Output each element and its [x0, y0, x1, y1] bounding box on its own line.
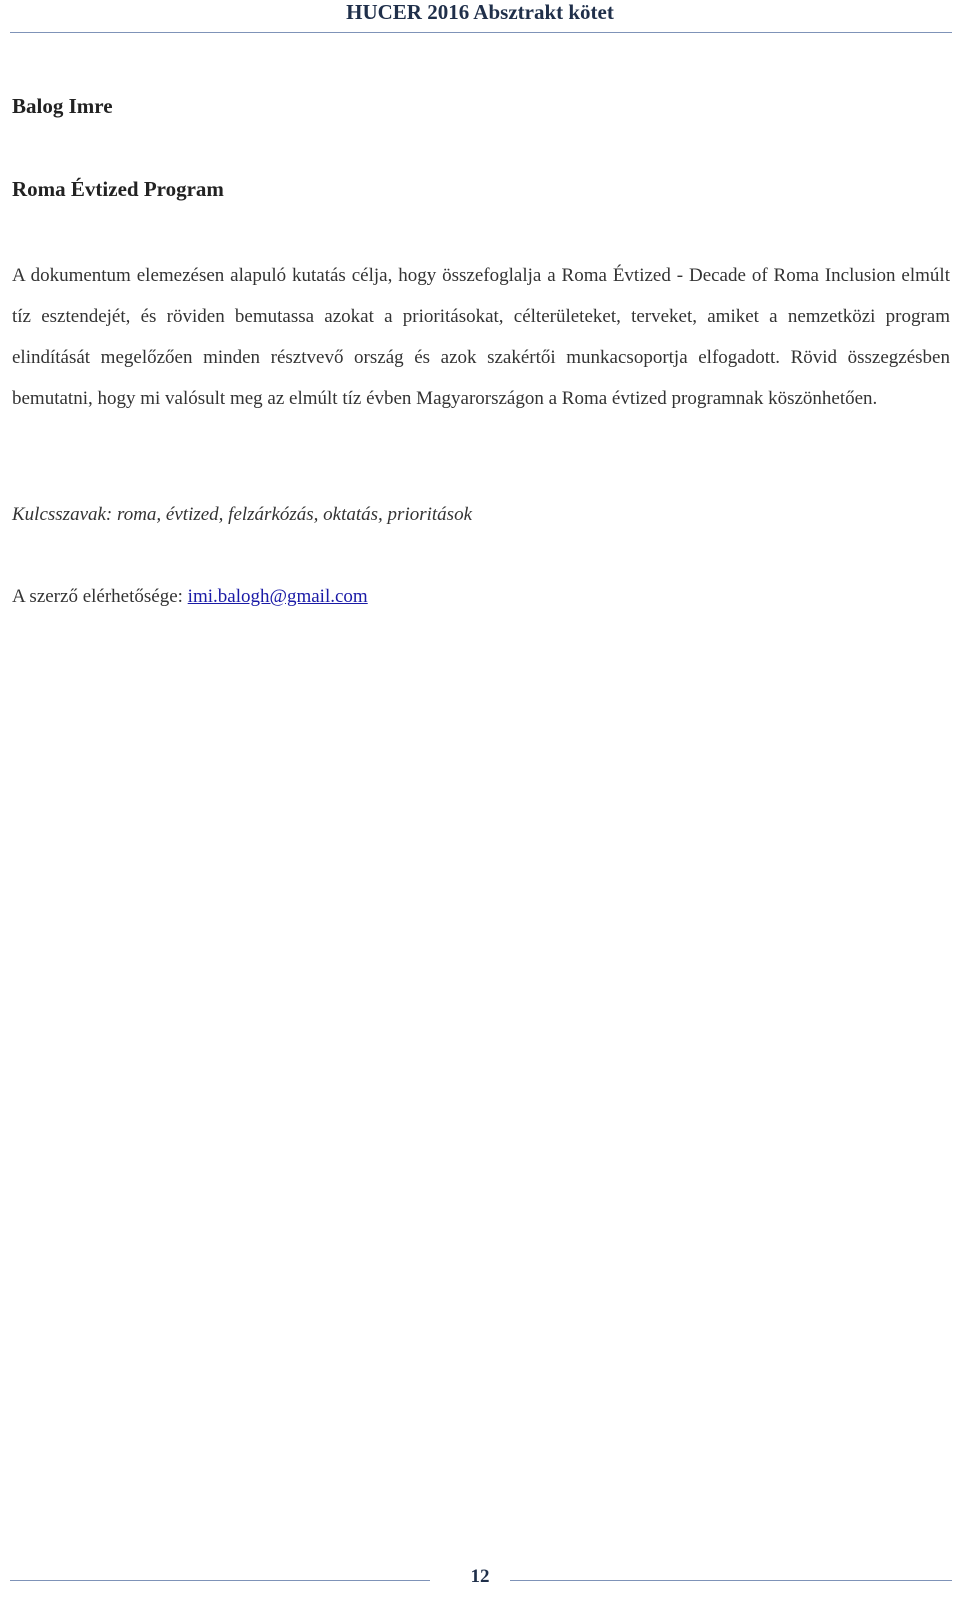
- running-header: HUCER 2016 Absztrakt kötet: [346, 0, 614, 24]
- author-name: Balog Imre: [12, 94, 113, 118]
- contact-label: A szerző elérhetősége:: [12, 586, 183, 607]
- footer-divider-right: [510, 1580, 952, 1581]
- article-title: Roma Évtized Program: [12, 177, 224, 201]
- keywords: Kulcsszavak: roma, évtized, felzárkózás, oktatás, prioritások: [12, 504, 473, 525]
- page-number: 12: [470, 1566, 490, 1587]
- abstract-text: A dokumentum elemezésen alapuló kutatás célja, hogy összefoglalja a Roma Évtized - Decade of Roma Inclusion elmúlt tíz esztendejét, és röviden bemutassa azokat a prioritásokat, célterületeket, terveket, amiket a nemzetközi program elindítását megelőzően minden résztvevő ország és azok szakértői munkacsoportja elfogadott. Rövid összegzésben bemutatni, hogy mi valósult meg az elmúlt tíz évben Magyarországon a Roma évtized programnak köszönhetően.: [12, 265, 950, 409]
- author-contact: [12, 586, 368, 608]
- header-divider: [10, 32, 952, 33]
- contact-email-link[interactable]: imi.balogh@gmail.com: [187, 586, 368, 607]
